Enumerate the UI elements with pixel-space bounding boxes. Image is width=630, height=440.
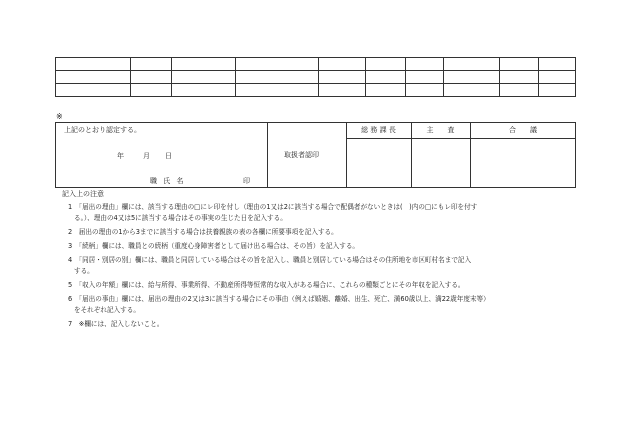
table-cell [365, 58, 406, 71]
note-line: 1 「届出の理由」欄には、該当する理由の□にレ印を付し（理由の1又は2に該当する場合で配偶者がないときは( )内の□にもレ印を付す [68, 203, 478, 211]
table-cell [131, 71, 172, 84]
table-cell [406, 58, 444, 71]
certify-statement: 上記のとおり認定する。 [64, 126, 141, 134]
table-cell [444, 84, 500, 97]
table-cell [235, 84, 318, 97]
note-line: 7 ※欄には、記入しないこと。 [68, 320, 164, 328]
handler-seal-label: 取扱者認印 [284, 151, 319, 159]
note-line: をそれぞれ記入する。 [74, 306, 140, 314]
table-cell [56, 84, 131, 97]
table-cell [499, 84, 538, 97]
date-year: 年 [117, 152, 124, 160]
table-row [56, 58, 576, 71]
note-line: る。）、理由の4又は5に該当する場合はその事実の生じた日を記入する。 [74, 214, 287, 222]
note-line: 2 届出の理由の1から3までに該当する場合は扶養親族の表の各欄に所要事項を記入する。 [68, 228, 338, 236]
table-row [56, 71, 576, 84]
date-day: 日 [165, 152, 172, 160]
seal-mark: 印 [243, 177, 250, 185]
date-month: 月 [143, 152, 150, 160]
table-cell [365, 84, 406, 97]
table-cell [235, 58, 318, 71]
table-cell [171, 71, 235, 84]
table-row [56, 84, 576, 97]
approval-header-director: 総 務 課 長 [361, 126, 396, 134]
note-line: 5 「収入の年額」欄には、給与所得、事業所得、不動産所得等恒常的な収入がある場合に、これらの種類ごとにその年収を記入する。 [68, 281, 465, 289]
table-cell [365, 71, 406, 84]
table-cell [131, 84, 172, 97]
table-cell [56, 71, 131, 84]
table-cell [406, 71, 444, 84]
table-cell [319, 71, 365, 84]
table-cell [171, 58, 235, 71]
official-name-label: 職 氏 名 [150, 177, 186, 185]
table-cell [56, 58, 131, 71]
table-cell [406, 84, 444, 97]
table-cell [319, 84, 365, 97]
note-line: 3 「続柄」欄には、職員との続柄（重度心身障害者として届け出る場合は、その旨）を記入する。 [68, 242, 360, 250]
table-cell [235, 71, 318, 84]
approval-header-consult: 合 議 [509, 126, 537, 134]
table-cell [499, 71, 538, 84]
note-line: 6 「届出の事由」欄には、届出の理由の2又は3に該当する場合にその事由（例えば婚姻、離婚、出生、死亡、満60歳以上、満22歳年度末等） [68, 295, 490, 303]
note-line: する。 [74, 267, 94, 275]
table-cell [538, 71, 575, 84]
table-cell [538, 84, 575, 97]
table-cell [131, 58, 172, 71]
note-line: 4 「同居・別居の別」欄には、職員と同居している場合はその旨を記入し、職員と別居している場合はその住所地を市区町村名まで記入 [68, 256, 472, 264]
dependents-table [55, 57, 576, 97]
table-cell [499, 58, 538, 71]
office-use-mark: ※ [56, 112, 63, 121]
table-cell [444, 71, 500, 84]
notes-heading: 記入上の注意 [62, 190, 104, 198]
approval-header-chief: 主 査 [426, 126, 455, 134]
table-cell [538, 58, 575, 71]
table-cell [444, 58, 500, 71]
table-cell [319, 58, 365, 71]
table-cell [171, 84, 235, 97]
